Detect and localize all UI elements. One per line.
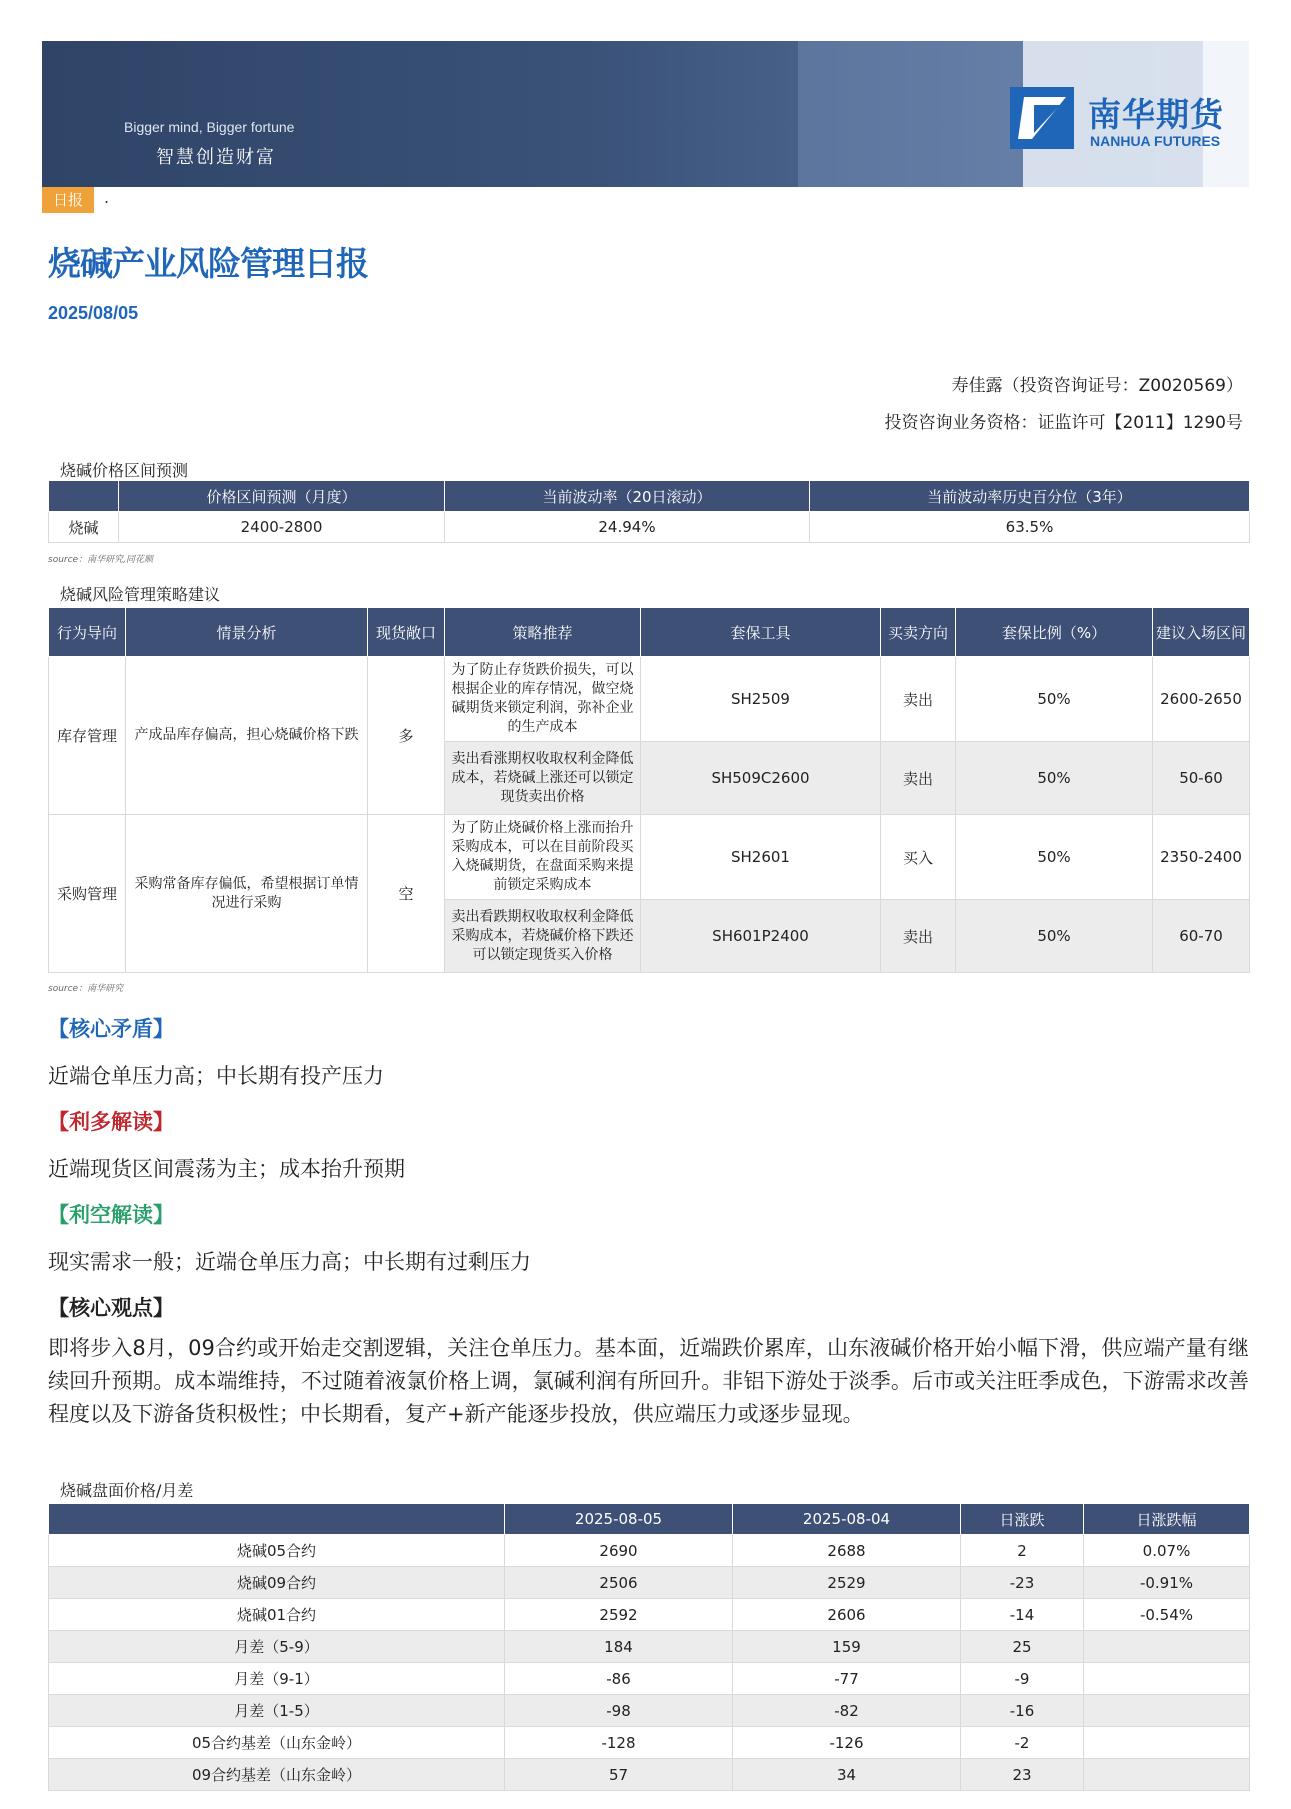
table-row (49, 1695, 1250, 1727)
table-cell: -82 (733, 1695, 961, 1727)
table-row (49, 512, 1250, 543)
table-header-row (49, 1504, 1250, 1535)
table-cell: 50% (956, 657, 1153, 742)
table-cell: -23 (961, 1567, 1084, 1599)
table-header: 策略推荐 (445, 608, 641, 657)
core-view-text: 即将步入8月，09合约或开始走交割逻辑，关注仓单压力。基本面，近端跌价累库，山东液碱价格开始小幅下滑，供应端产量有继续回升预期。成本端维持，不过随着液氯价格上调，氯碱利润有所回升。非铝下游处于淡季。后市或关注旺季成色，下游需求改善程度以及下游备货积极性；中长期看，复产+新产能逐步投放，供应端压力或逐步显现。 (48, 1336, 1249, 1426)
report-date: 2025/08/05 (48, 303, 139, 323)
table-cell: -128 (505, 1727, 733, 1759)
table-cell: 卖出 (881, 742, 956, 815)
table-cell: 159 (733, 1631, 961, 1663)
table-cell: -126 (733, 1727, 961, 1759)
slogan-en: Bigger mind, Bigger fortune (124, 119, 295, 135)
core-conflict-text: 近端仓单压力高；中长期有投产压力 (48, 1064, 384, 1088)
table-cell: 卖出看跌期权收取权利金降低采购成本，若烧碱价格下跌还可以锁定现货买入价格 (445, 900, 641, 973)
banner-panel (798, 41, 1023, 187)
table-cell: 2506 (505, 1567, 733, 1599)
table-cell: SH2509 (641, 657, 881, 742)
table-cell (1084, 1759, 1250, 1791)
table-cell: 50% (956, 742, 1153, 815)
header-banner (42, 41, 1249, 187)
table-cell: 月差（9-1） (49, 1663, 505, 1695)
table-cell: -16 (961, 1695, 1084, 1727)
section-label: 烧碱风险管理策略建议 (60, 585, 221, 604)
table-header: 买卖方向 (881, 608, 956, 657)
table-header-row (49, 608, 1250, 657)
table-cell: -0.54% (1084, 1599, 1250, 1631)
section-label: 烧碱盘面价格/月差 (60, 1481, 194, 1500)
table-header: 套保比例（%） (956, 608, 1153, 657)
table-cell: 2400-2800 (119, 512, 445, 543)
table-row (49, 1759, 1250, 1791)
table-row (49, 815, 1250, 900)
table-cell: 05合约基差（山东金岭） (49, 1727, 505, 1759)
table-cell: 库存管理 (49, 657, 126, 815)
bearish-text: 现实需求一般；近端仓单压力高；中长期有过剩压力 (48, 1250, 531, 1274)
table-cell: 产成品库存偏高，担心烧碱价格下跌 (126, 657, 368, 815)
table-cell (1084, 1631, 1250, 1663)
table-row (49, 1631, 1250, 1663)
table-cell: 采购管理 (49, 815, 126, 973)
table-cell: 2350-2400 (1153, 815, 1250, 900)
logo-text-en: NANHUA FUTURES (1090, 133, 1221, 149)
table-cell: 57 (505, 1759, 733, 1791)
price-forecast-table (48, 480, 1250, 543)
table-cell: 月差（1-5） (49, 1695, 505, 1727)
table-cell: 买入 (881, 815, 956, 900)
table-row (49, 657, 1250, 742)
table-cell: 63.5% (810, 512, 1250, 543)
table-cell: 空 (368, 815, 445, 973)
page-title: 烧碱产业风险管理日报 (48, 244, 368, 283)
source-note: source：南华研究,同花顺 (48, 555, 153, 565)
table-header: 日涨跌幅 (1084, 1504, 1250, 1535)
bullish-heading: 【利多解读】 (48, 1110, 174, 1134)
slogan-cn: 智慧创造财富 (156, 147, 276, 168)
table-cell: 烧碱01合约 (49, 1599, 505, 1631)
core-view-heading: 【核心观点】 (48, 1296, 174, 1320)
table-cell: 2600-2650 (1153, 657, 1250, 742)
table-cell: 2592 (505, 1599, 733, 1631)
table-header: 日涨跌 (961, 1504, 1084, 1535)
table-cell (1084, 1663, 1250, 1695)
table-header: 当前波动率（20日滚动） (445, 481, 810, 512)
table-row (49, 1663, 1250, 1695)
section-label: 烧碱价格区间预测 (60, 461, 189, 480)
source-note: source：南华研究 (48, 984, 124, 994)
table-cell: 卖出 (881, 657, 956, 742)
table-cell: 烧碱09合约 (49, 1567, 505, 1599)
table-cell: SH509C2600 (641, 742, 881, 815)
table-header: 价格区间预测（月度） (119, 481, 445, 512)
table-cell: 烧碱05合约 (49, 1535, 505, 1567)
table-cell: -0.91% (1084, 1567, 1250, 1599)
table-row (49, 1599, 1250, 1631)
table-cell: 为了防止存货跌价损失，可以根据企业的库存情况，做空烧碱期货来锁定利润，弥补企业的生产成本 (445, 657, 641, 742)
table-cell: -77 (733, 1663, 961, 1695)
table-cell: 卖出看涨期权收取权利金降低成本，若烧碱上涨还可以锁定现货卖出价格 (445, 742, 641, 815)
futures-price-table (48, 1503, 1250, 1791)
table-cell: 184 (505, 1631, 733, 1663)
table-header: 2025-08-04 (733, 1504, 961, 1535)
table-cell: 50% (956, 815, 1153, 900)
table-header: 套保工具 (641, 608, 881, 657)
table-cell: 采购常备库存偏低，希望根据订单情况进行采购 (126, 815, 368, 973)
nanhua-logo-icon (1010, 87, 1074, 149)
table-cell: 0.07% (1084, 1535, 1250, 1567)
table-cell: -9 (961, 1663, 1084, 1695)
table-cell: 50-60 (1153, 742, 1250, 815)
table-header: 建议入场区间 (1153, 608, 1250, 657)
table-cell: 卖出 (881, 900, 956, 973)
table-cell: 月差（5-9） (49, 1631, 505, 1663)
table-cell: -14 (961, 1599, 1084, 1631)
logo-text-cn: 南华期货 (1088, 95, 1224, 134)
license-info: 投资咨询业务资格：证监许可【2011】1290号 (884, 413, 1243, 433)
table-header (49, 481, 119, 512)
table-cell (1084, 1727, 1250, 1759)
table-cell: 2606 (733, 1599, 961, 1631)
report-type-badge: 日报 (42, 187, 94, 213)
table-cell: -98 (505, 1695, 733, 1727)
table-cell (1084, 1695, 1250, 1727)
table-cell: -2 (961, 1727, 1084, 1759)
table-cell: SH2601 (641, 815, 881, 900)
table-cell: 为了防止烧碱价格上涨而抬升采购成本，可以在目前阶段买入烧碱期货，在盘面采购来提前锁定采购成本 (445, 815, 641, 900)
bullish-text: 近端现货区间震荡为主；成本抬升预期 (48, 1157, 405, 1181)
strategy-table (48, 607, 1250, 973)
bearish-heading: 【利空解读】 (48, 1203, 174, 1227)
table-cell: 24.94% (445, 512, 810, 543)
table-cell: 2529 (733, 1567, 961, 1599)
table-header: 2025-08-05 (505, 1504, 733, 1535)
table-cell: SH601P2400 (641, 900, 881, 973)
table-header (49, 1504, 505, 1535)
table-row (49, 1727, 1250, 1759)
table-row (49, 1535, 1250, 1567)
table-row (49, 1567, 1250, 1599)
table-cell: 2688 (733, 1535, 961, 1567)
core-conflict-heading: 【核心矛盾】 (48, 1017, 174, 1041)
table-header: 现货敞口 (368, 608, 445, 657)
author: 寿佳露（投资咨询证号：Z0020569） (951, 376, 1243, 396)
table-cell: 25 (961, 1631, 1084, 1663)
table-header-row (49, 481, 1250, 512)
table-cell: 多 (368, 657, 445, 815)
table-cell: 09合约基差（山东金岭） (49, 1759, 505, 1791)
table-cell: 2 (961, 1535, 1084, 1567)
table-header: 情景分析 (126, 608, 368, 657)
table-header: 行为导向 (49, 608, 126, 657)
tag-dot: . (104, 188, 110, 207)
table-cell: 烧碱 (49, 512, 119, 543)
table-cell: 60-70 (1153, 900, 1250, 973)
table-cell: 50% (956, 900, 1153, 973)
table-header: 当前波动率历史百分位（3年） (810, 481, 1250, 512)
table-cell: 34 (733, 1759, 961, 1791)
table-cell: 2690 (505, 1535, 733, 1567)
table-cell: -86 (505, 1663, 733, 1695)
table-cell: 23 (961, 1759, 1084, 1791)
